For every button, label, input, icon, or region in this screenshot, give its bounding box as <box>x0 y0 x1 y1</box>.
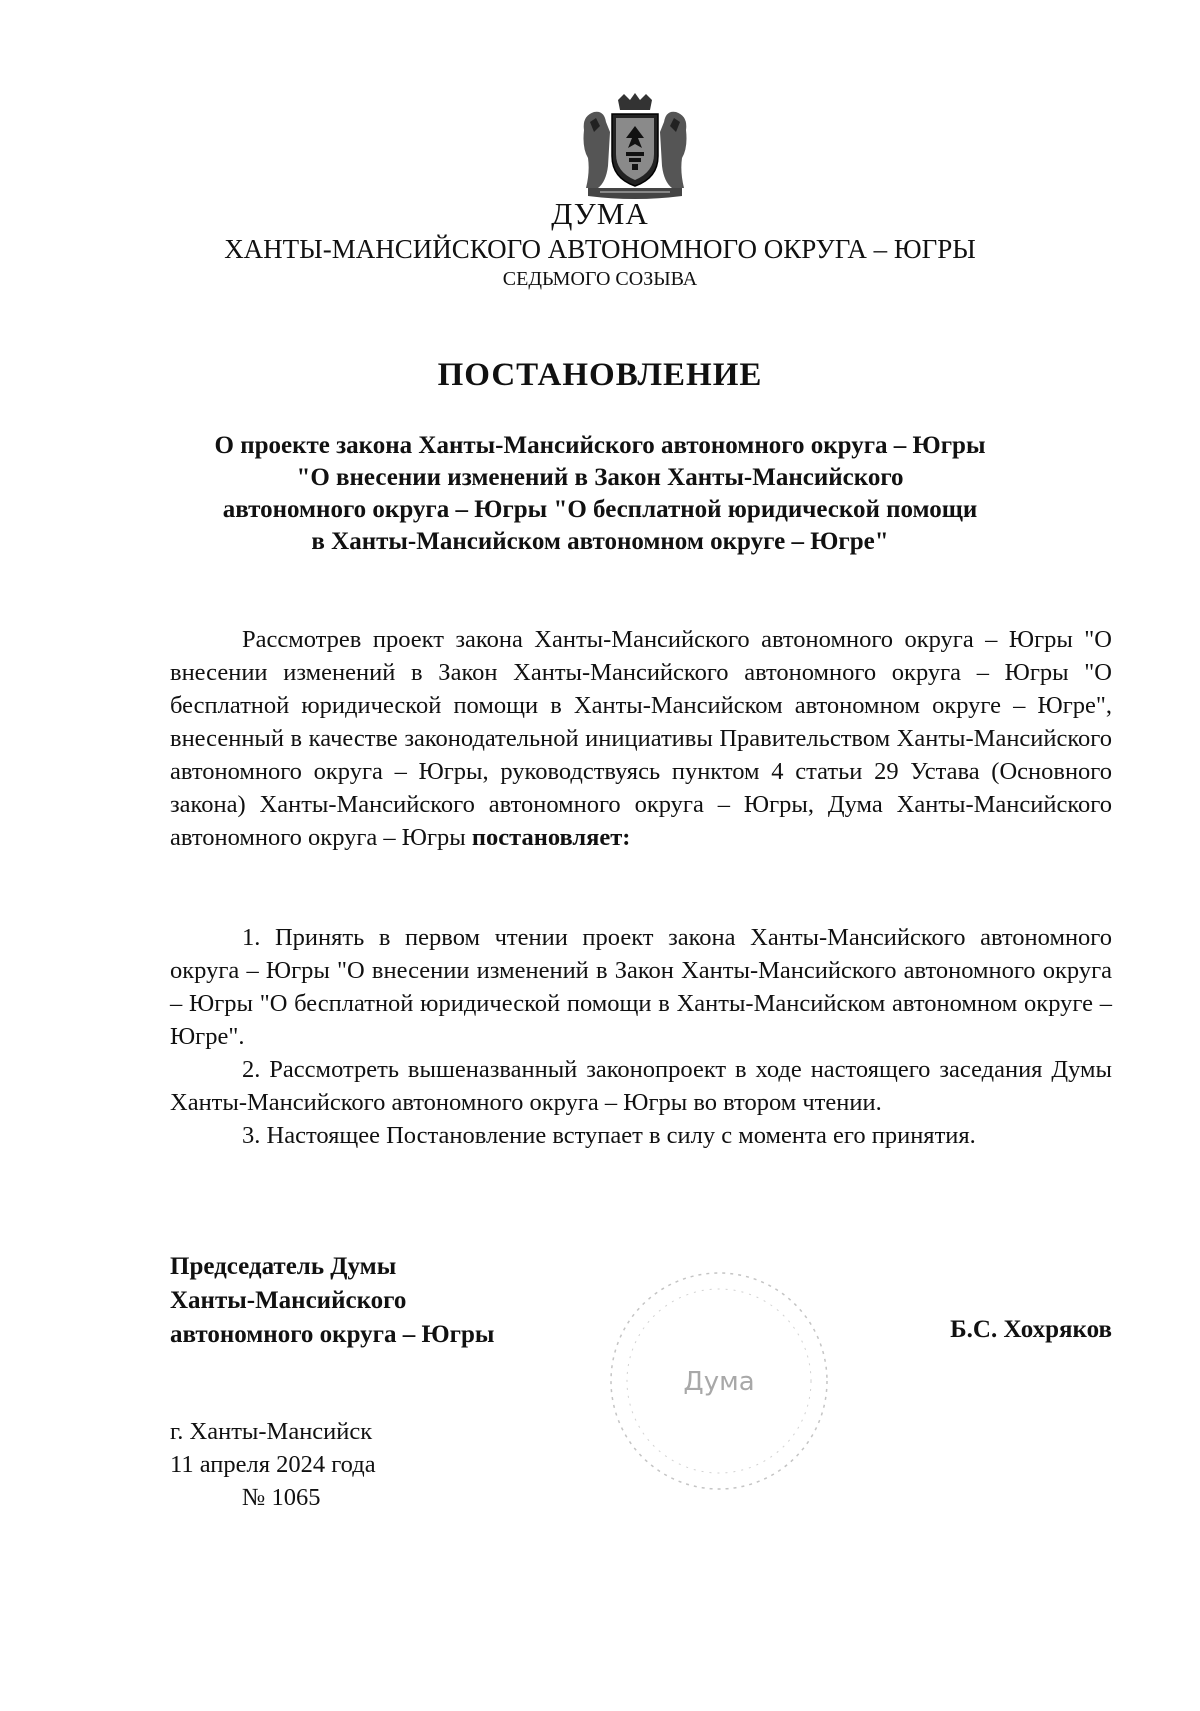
document-number: № 1065 <box>242 1484 321 1511</box>
signer-position-line: Ханты-Мансийского <box>170 1287 407 1314</box>
document-subject <box>160 430 1040 558</box>
resolution-items <box>170 921 1112 1152</box>
preamble-text: Рассмотрев проект закона Ханты-Мансийского автономного округа – Югры "О внесении изменений в Закон Ханты-Мансийского автономного округа – Югры "О бесплатной юридической помощи в Ханты-Мансийском автономном округе – Югре", внесенный в качестве законодательной инициативы Правительством Ханты-Мансийского автономного округа – Югры, руководствуясь пунктом 4 статьи 29 Устава (Основного закона) Ханты-Мансийского автономного округа – Югры, Дума Ханты-Мансийского автономного округа – Югры <box>170 626 1112 851</box>
signer-name: Б.С. Хохряков <box>950 1316 1112 1343</box>
seal-stamp <box>604 1266 834 1496</box>
signer-position-line: Председатель Думы <box>170 1253 397 1280</box>
subject-line: О проекте закона Ханты-Мансийского автономного округа – Югры <box>214 432 986 459</box>
resolves-word: постановляет: <box>471 824 631 851</box>
signer-position <box>170 1250 494 1352</box>
place-and-date <box>170 1415 376 1514</box>
document-type: ПОСТАНОВЛЕНИЕ <box>437 357 763 393</box>
resolution-item: 2. Рассмотреть вышеназванный законопроект в ходе настоящего заседания Думы Ханты-Мансийского автономного округа – Югры во втором чтении. <box>170 1056 1112 1116</box>
coat-of-arms-icon <box>580 92 690 204</box>
subject-line: "О внесении изменений в Закон Ханты-Мансийского <box>296 464 904 491</box>
stamp-text: Дума <box>683 1367 755 1397</box>
date: 11 апреля 2024 года <box>170 1451 376 1478</box>
organ-name: ДУМА <box>551 196 649 231</box>
resolution-item: 3. Настоящее Постановление вступает в силу с момента его принятия. <box>242 1122 976 1149</box>
signer-position-line: автономного округа – Югры <box>170 1321 495 1348</box>
preamble-block <box>170 623 1112 854</box>
preamble-paragraph <box>170 623 1112 854</box>
subject-line: в Ханты-Мансийском автономном округе – Югре" <box>311 528 889 555</box>
convocation: СЕДЬМОГО СОЗЫВА <box>502 268 698 290</box>
subject-line: автономного округа – Югры "О бесплатной юридической помощи <box>222 496 978 523</box>
city: г. Ханты-Мансийск <box>170 1418 373 1445</box>
resolution-item: 1. Принять в первом чтении проект закона Ханты-Мансийского автономного округа – Югры "О внесении изменений в Закон Ханты-Мансийского автономного округа – Югры "О бесплатной юридической помощи в Ханты-Мансийском автономном округе – Югре". <box>170 924 1112 1050</box>
region-name: ХАНТЫ-МАНСИЙСКОГО АВТОНОМНОГО ОКРУГА – ЮГРЫ <box>224 234 976 264</box>
